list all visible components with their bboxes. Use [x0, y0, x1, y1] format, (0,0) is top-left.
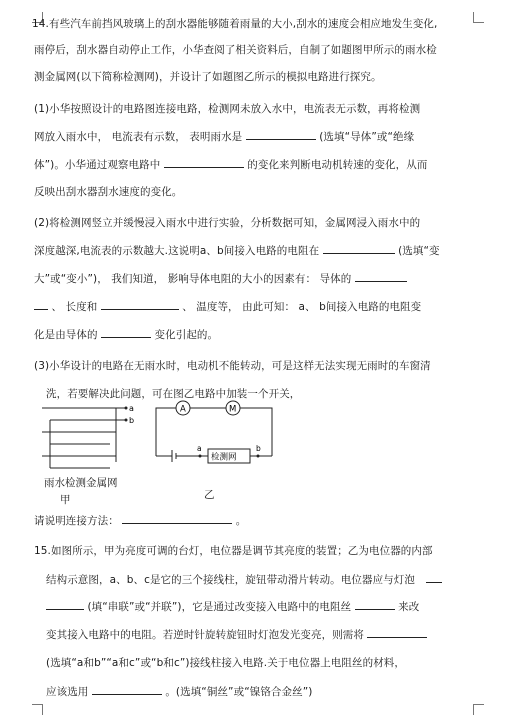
text: 。(选填“铜丝”或“镍铬合金丝”) [165, 686, 313, 698]
text: 网放入雨水中， 电流表有示数， 表明雨水是 [34, 131, 243, 143]
text: (选填“导体”或“绝缘 [319, 131, 415, 143]
terminal-a-label: a [129, 404, 134, 413]
terminal-b-label: b [129, 416, 135, 425]
ammeter-icon: A [180, 404, 186, 415]
q14-ask-line [34, 512, 246, 528]
text: 应该选用 [46, 686, 89, 698]
answer-blank[interactable] [367, 626, 427, 638]
answer-blank[interactable] [246, 128, 316, 140]
text: 的变化来判断电动机转速的变化，从而 [247, 159, 428, 171]
figure-a-label: 甲 [60, 494, 71, 506]
text: 体”)。小华通过观察电路中 [34, 159, 161, 171]
text: 来改 [398, 601, 420, 613]
answer-blank[interactable] [426, 571, 442, 583]
answer-blank[interactable] [355, 270, 407, 282]
answer-blank[interactable] [101, 298, 179, 310]
motor-icon: M [229, 404, 237, 415]
figure-b-label: 乙 [204, 489, 215, 501]
answer-blank[interactable] [122, 512, 232, 524]
text: 、 长度和 [51, 301, 98, 313]
answer-blank[interactable] [355, 598, 395, 610]
q14-line: 雨停后，刮水器自动停止工作，小华查阅了相关资料后，自制了如题图甲所示的雨水检 [34, 44, 437, 56]
answer-blank[interactable] [164, 156, 244, 168]
q15-line: (选填“a和b”“a和c”或“b和c”)接线柱接入电路.关于电位器上电阻丝的材料， [46, 657, 406, 669]
text: 变其接入电路中的电阻。若逆时针旋转旋钮时灯泡发光变亮，则需将 [46, 629, 364, 641]
q14-p3-line: 洗，若要解决此问题，可在图乙电路中加装一个开关， [46, 388, 301, 400]
corner-mark [32, 704, 43, 715]
text: 变化引起的。 [154, 329, 219, 341]
q14-p2-line [34, 298, 421, 314]
terminal-b-label: b [256, 444, 261, 453]
q14-p2-line [34, 242, 440, 258]
answer-blank[interactable] [101, 326, 151, 338]
answer-blank[interactable] [92, 683, 162, 695]
text: 。 [235, 515, 247, 527]
answer-blank[interactable] [46, 598, 84, 610]
text: 大”或“变小”)， 我们知道， 影响导体电阻的大小的因素有： 导体的 [34, 273, 352, 285]
q15-line [46, 626, 427, 642]
detection-mesh-box-label: 检测网 [211, 452, 237, 463]
q14-p2-line [34, 326, 218, 342]
answer-blank[interactable] [34, 298, 48, 310]
q15-line: 15.如图所示，甲为亮度可调的台灯，电位器是调节其亮度的装置；乙为电位器的内部 [34, 545, 433, 557]
q14-line: 测金属网(以下简称检测网)，并设计了如题图乙所示的模拟电路进行探究。 [34, 71, 382, 83]
text: (选填“变 [398, 245, 440, 257]
answer-blank[interactable] [323, 242, 395, 254]
text: (填“串联”或“并联”)，它是通过改变接入电路中的电阻丝 [87, 601, 352, 613]
text: 请说明连接方法： [34, 515, 119, 527]
corner-mark [473, 704, 484, 715]
figure-a-caption: 雨水检测金属网 [44, 477, 118, 489]
q14-p1-line [34, 156, 427, 172]
q15-line [46, 571, 442, 587]
q14-line: 14.有些汽车前挡风玻璃上的刮水器能够随着雨量的大小,刮水的速度会相应地发生变化, [32, 18, 438, 30]
text: 、 温度等， 由此可知： a、 b间接入电路的电阻变 [182, 301, 422, 313]
text: 结构示意图，a、b、c是它的三个接线柱，旋钮带动滑片转动。电位器应与灯泡 [46, 574, 415, 586]
q14-p2-line [34, 270, 407, 286]
text: 化是由导体的 [34, 329, 98, 341]
q14-p3-line: (3)小华设计的电路在无雨水时，电动机不能转动，可是这样无法实现无雨时的车窗清 [34, 360, 431, 372]
terminal-a-label: a [197, 444, 202, 453]
q15-line [46, 598, 419, 614]
q14-p2-line: (2)将检测网竖立并缓慢浸入雨水中进行实验，分析数据可知，金属网浸入雨水中的 [34, 217, 421, 229]
q14-p1-line: (1)小华按照设计的电路图连接电路，检测网未放入水中，电流表无示数，再将检测 [34, 103, 421, 115]
circuit-diagram [150, 396, 280, 496]
q14-p1-line: 反映出刮水器刮水速度的变化。 [34, 186, 183, 198]
q15-line [46, 683, 312, 699]
corner-mark [473, 12, 484, 23]
text: 深度越深,电流表的示数越大.这说明a、b间接入电路的电阻在 [34, 245, 320, 257]
q14-p1-line [34, 128, 414, 144]
